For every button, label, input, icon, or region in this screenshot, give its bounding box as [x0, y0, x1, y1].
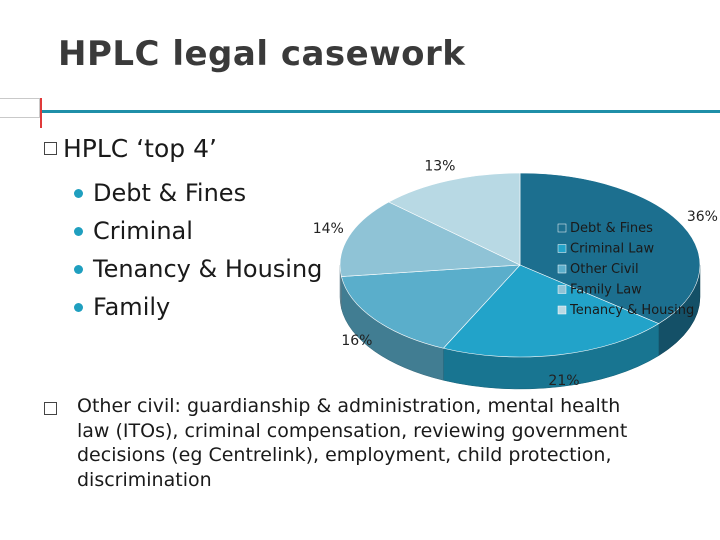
- sub-bullet-text: Tenancy & Housing: [93, 255, 323, 283]
- main-bullet-text: HPLC ‘top 4’: [63, 134, 217, 163]
- legend-label: Other Civil: [570, 262, 639, 277]
- pie-percent-label: 14%: [312, 221, 344, 238]
- sub-bullet-text: Criminal: [93, 217, 193, 245]
- legend-label: Debt & Fines: [570, 221, 653, 236]
- slide-title: HPLC legal casework: [58, 34, 466, 74]
- legend-label: Tenancy & Housing: [570, 303, 695, 318]
- pie-percent-label: 13%: [424, 158, 456, 175]
- sub-bullet-text: Debt & Fines: [93, 179, 247, 207]
- pie-percent-label: 36%: [686, 209, 718, 226]
- other-civil-text: Other civil: guardianship & administration, mental health law (ITOs), criminal compensation, reviewing government decisions (eg Centrelink), employment, child protection, discrimination: [77, 395, 628, 491]
- legend-label: Family Law: [570, 282, 642, 298]
- pie-percent-label: 16%: [341, 332, 373, 349]
- pie-percent-label: 21%: [548, 372, 580, 389]
- legend-swatch: [558, 286, 566, 294]
- checkbox-bullet-icon: [44, 402, 57, 415]
- legend-label: Criminal Law: [570, 241, 655, 257]
- legend-swatch: [558, 306, 566, 314]
- other-civil-bullet: [44, 394, 644, 492]
- legend-swatch: [558, 265, 566, 273]
- legend-swatch: [558, 245, 566, 253]
- sub-bullet-text: Family: [93, 293, 171, 321]
- legend-swatch: [558, 224, 566, 232]
